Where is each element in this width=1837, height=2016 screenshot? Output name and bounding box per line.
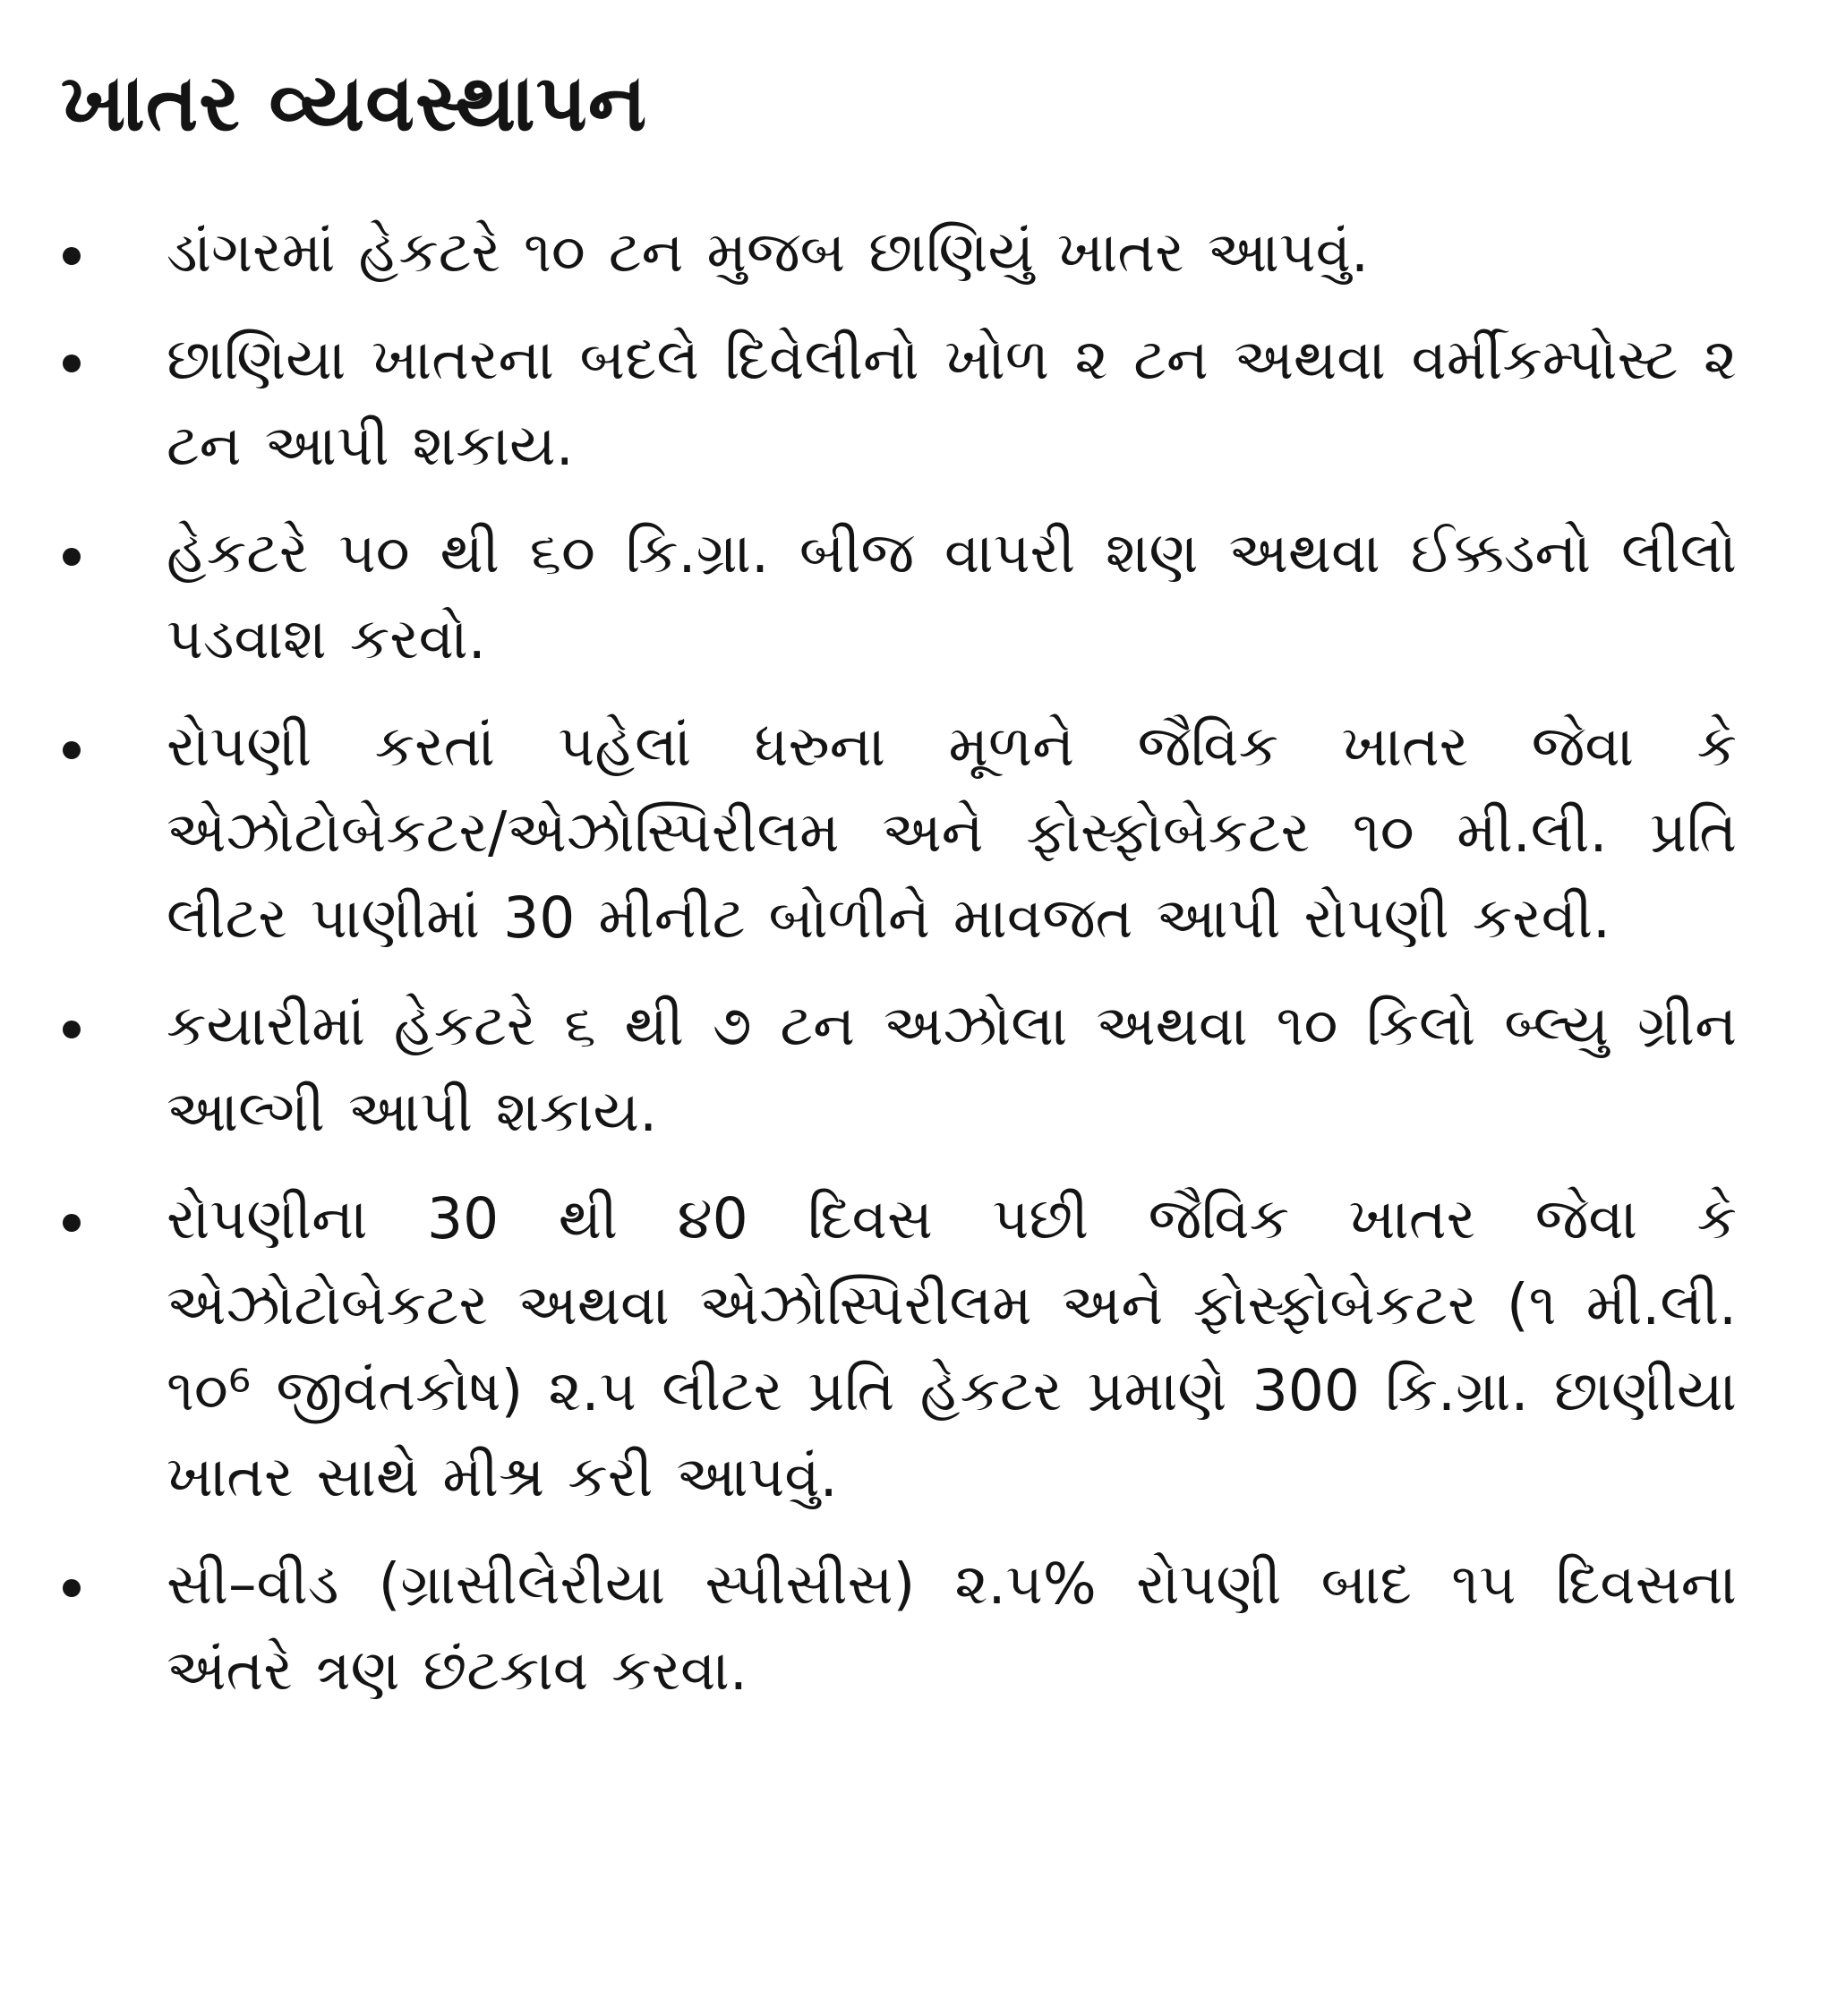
list-item (54, 209, 1737, 295)
bullet-icon (63, 1021, 81, 1038)
list-item-text: હેકટરે ૫૦ થી ૬૦ કિ.ગ્રા. બીજ વાપરી શણ અથવા ઈક્કડનો લીલો પડવાશ કરવો. (167, 520, 1737, 671)
bullet-icon (63, 247, 81, 265)
bullet-list (54, 209, 1737, 1735)
list-item (54, 983, 1737, 1155)
list-item-text: ડાંગરમાં હેકટરે ૧૦ ટન મુજબ છાણિયું ખાતર આપવું. (167, 219, 1370, 285)
section-title: ખાતર વ્યવસ્થાપન (61, 56, 648, 149)
bullet-icon (63, 1214, 81, 1232)
list-item (54, 704, 1737, 961)
bullet-icon (63, 1579, 81, 1597)
list-item-text: રોપણીના 30 થી ૪0 દિવસ પછી જૈવિક ખાતર જેવા કે એઝોટોબેકટર અથવા એઝોસ્પિરીલમ અને ફોસ્ફોબેકટર (૧ મી.લી. ૧૦⁶ જીવંતકોષ) ૨.૫ લીટર પ્રતિ હેકટર પ્રમાણે 300 કિ.ગ્રા. છાણીયા ખાતર સાથે મીશ્ર કરી આપવું. (167, 1186, 1737, 1509)
list-item (54, 1542, 1737, 1713)
list-item (54, 317, 1737, 489)
list-item-text: છાણિયા ખાતરના બદલે દિવેલીનો ખોળ ૨ ટન અથવા વર્મીકમ્પોસ્ટ ૨ ટન આપી શકાય. (167, 327, 1737, 478)
list-item-text: કયારીમાં હેકટરે ૬ થી ૭ ટન અઝોલા અથવા ૧૦ કિલો બ્લ્યુ ગ્રીન આલ્ગી આપી શકાય. (167, 993, 1737, 1144)
bullet-icon (63, 355, 81, 372)
list-item-text: રોપણી કરતાં પહેલાં ધરુના મૂળને જૈવિક ખાતર જેવા કે એઝોટોબેકટર/એઝોસ્પિરીલમ અને ફોસ્ફોબેકટર ૧૦ મી.લી. પ્રતિ લીટર પાણીમાં 30 મીનીટ બોળીને માવજત આપી રોપણી કરવી. (167, 713, 1737, 951)
list-item (54, 510, 1737, 682)
bullet-icon (63, 741, 81, 759)
bullet-icon (63, 548, 81, 566)
list-item (54, 1176, 1737, 1520)
list-item-text: સી–વીડ (ગ્રાસીલેરીયા સ્પીસીસ) ૨.૫% રોપણી બાદ ૧૫ દિવસના અંતરે ત્રણ છંટકાવ કરવા. (167, 1551, 1737, 1703)
